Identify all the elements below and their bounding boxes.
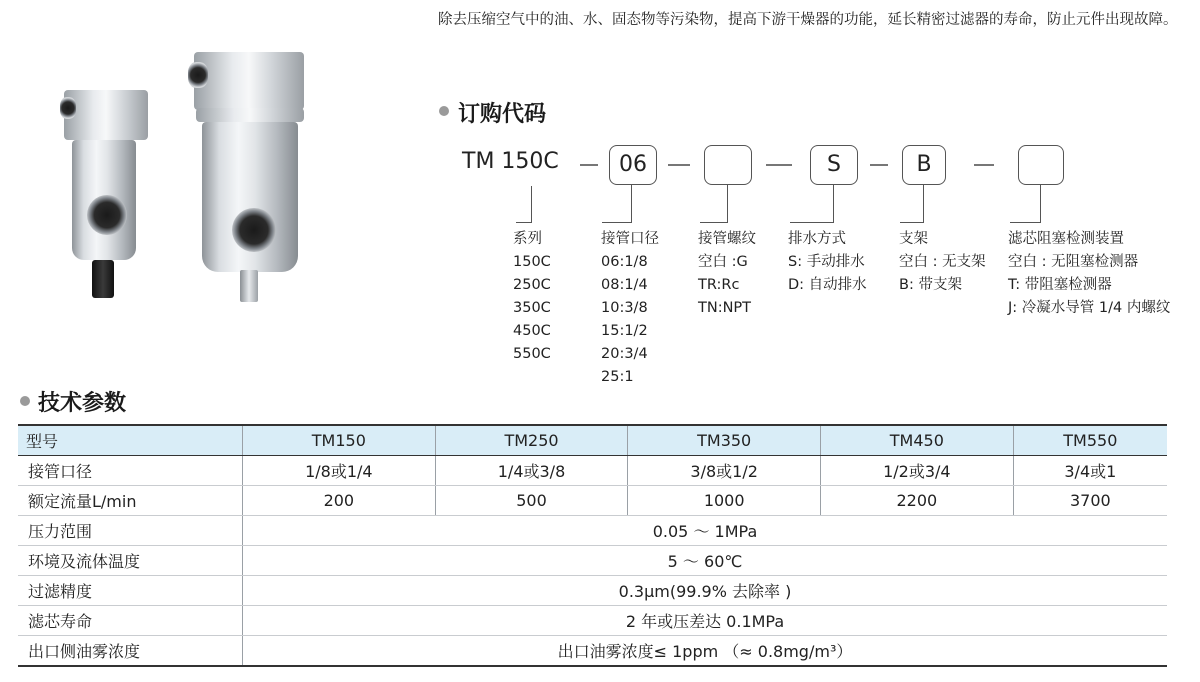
large-filter-front-port — [232, 208, 276, 252]
option-item: B: 带支架 — [899, 277, 962, 293]
option-group-drain — [788, 228, 867, 297]
table-cell: 200 — [243, 486, 436, 516]
option-group-title: 支架 — [899, 231, 928, 247]
code-dash-2 — [668, 164, 690, 166]
connector-bore — [631, 184, 632, 222]
small-filter-head — [64, 90, 148, 140]
code-box-thread — [704, 145, 752, 185]
row-label: 出口侧油雾浓度 — [18, 636, 243, 667]
table-cell: 2200 — [821, 486, 1014, 516]
connector-bore-h — [602, 222, 632, 223]
table-cell-merged: 2 年或压差达 0.1MPa — [243, 606, 1168, 636]
table-cell-merged: 0.3μm(99.9% 去除率 ) — [243, 576, 1168, 606]
header-cell: TM250 — [435, 425, 628, 456]
row-label: 环境及流体温度 — [18, 546, 243, 576]
option-item: 450C — [513, 323, 551, 339]
product-image-small — [60, 85, 160, 305]
code-box-bracket: B — [902, 145, 946, 185]
option-group-bore — [601, 228, 659, 389]
table-cell: 3700 — [1013, 486, 1167, 516]
option-item: 15:1/2 — [601, 323, 648, 339]
row-label: 额定流量L/min — [18, 486, 243, 516]
code-dash-4 — [870, 164, 888, 166]
table-row — [18, 486, 1167, 516]
row-label: 压力范围 — [18, 516, 243, 546]
table-row — [18, 546, 1167, 576]
option-group-title: 接管口径 — [601, 231, 659, 247]
product-image-large — [188, 48, 318, 308]
header-cell: TM550 — [1013, 425, 1167, 456]
connector-bracket-h — [900, 222, 924, 223]
option-item: 150C — [513, 254, 551, 270]
table-cell: 3/8或1/2 — [628, 456, 821, 486]
product-description: 除去压缩空气中的油、水、固态物等污染物，提高下游干燥器的功能，延长精密过滤器的寿命，防止元件出现故障。 — [438, 12, 1178, 28]
option-item: D: 自动排水 — [788, 277, 867, 293]
table-cell-merged: 0.05 ～ 1MPa — [243, 516, 1168, 546]
option-item: J: 冷凝水导管 1/4 内螺纹 — [1008, 300, 1171, 316]
specs-table — [18, 424, 1167, 667]
header-cell: TM350 — [628, 425, 821, 456]
option-item: TR:Rc — [698, 277, 740, 293]
option-item: 10:3/8 — [601, 300, 648, 316]
connector-drain — [833, 184, 834, 222]
connector-thread-h — [700, 222, 728, 223]
table-header-row — [18, 425, 1167, 456]
table-row — [18, 576, 1167, 606]
option-item: 350C — [513, 300, 551, 316]
table-cell: 1/2或3/4 — [821, 456, 1014, 486]
row-label: 滤芯寿命 — [18, 606, 243, 636]
table-row — [18, 456, 1167, 486]
option-group-title: 排水方式 — [788, 231, 846, 247]
table-row — [18, 636, 1167, 667]
option-group-thread — [698, 228, 756, 320]
large-filter-head — [194, 52, 304, 110]
option-group-title: 接管螺纹 — [698, 231, 756, 247]
connector-indicator — [1040, 184, 1041, 222]
large-filter-collar — [196, 108, 304, 122]
table-row — [18, 516, 1167, 546]
connector-series — [531, 186, 532, 222]
small-filter-side-port — [60, 97, 76, 119]
small-filter-front-port — [87, 195, 127, 235]
connector-drain-h — [790, 222, 834, 223]
option-item: T: 带阻塞检测器 — [1008, 277, 1112, 293]
table-row — [18, 606, 1167, 636]
code-box-bore: 06 — [609, 145, 657, 185]
ordering-section-title: 订购代码 — [458, 102, 547, 127]
table-cell: 1/8或1/4 — [243, 456, 436, 486]
header-cell: 型号 — [18, 425, 243, 456]
header-cell: TM450 — [821, 425, 1014, 456]
option-item: 20:3/4 — [601, 346, 648, 362]
row-label: 接管口径 — [18, 456, 243, 486]
code-prefix: TM 150C — [462, 149, 559, 174]
option-group-bracket — [899, 228, 986, 297]
option-item: 空白 :G — [698, 254, 748, 270]
option-group-series — [513, 228, 551, 366]
option-item: 06:1/8 — [601, 254, 648, 270]
table-cell: 1/4或3/8 — [435, 456, 628, 486]
ordering-bullet-icon — [439, 106, 449, 116]
code-dash-1 — [580, 164, 598, 166]
option-item: 空白 : 无阻塞检测器 — [1008, 254, 1139, 270]
header-cell: TM150 — [243, 425, 436, 456]
code-box-drain: S — [810, 145, 858, 185]
option-item: TN:NPT — [698, 300, 752, 316]
option-item: 250C — [513, 277, 551, 293]
option-item: 25:1 — [601, 369, 634, 385]
code-dash-5 — [974, 164, 994, 166]
table-cell-merged: 5 ～ 60℃ — [243, 546, 1168, 576]
option-group-title: 滤芯阻塞检测装置 — [1008, 231, 1124, 247]
connector-series-h — [516, 222, 532, 223]
table-cell: 3/4或1 — [1013, 456, 1167, 486]
specs-section-title: 技术参数 — [38, 391, 127, 416]
specs-bullet-icon — [20, 396, 30, 406]
connector-thread — [727, 184, 728, 222]
option-group-title: 系列 — [513, 231, 542, 247]
option-item: 空白 : 无支架 — [899, 254, 986, 270]
code-box-indicator — [1018, 145, 1064, 185]
large-filter-drain — [240, 270, 258, 302]
table-cell: 500 — [435, 486, 628, 516]
small-filter-drain — [92, 260, 114, 298]
row-label: 过滤精度 — [18, 576, 243, 606]
code-dash-3 — [766, 164, 792, 166]
option-item: 08:1/4 — [601, 277, 648, 293]
option-group-indicator — [1008, 228, 1170, 320]
connector-indicator-h — [1010, 222, 1041, 223]
large-filter-side-port — [188, 62, 208, 88]
option-item: 550C — [513, 346, 551, 362]
table-cell-merged: 出口油雾浓度≤ 1ppm （≈ 0.8mg/m³） — [243, 636, 1168, 667]
connector-bracket — [923, 184, 924, 222]
option-item: S: 手动排水 — [788, 254, 865, 270]
table-cell: 1000 — [628, 486, 821, 516]
